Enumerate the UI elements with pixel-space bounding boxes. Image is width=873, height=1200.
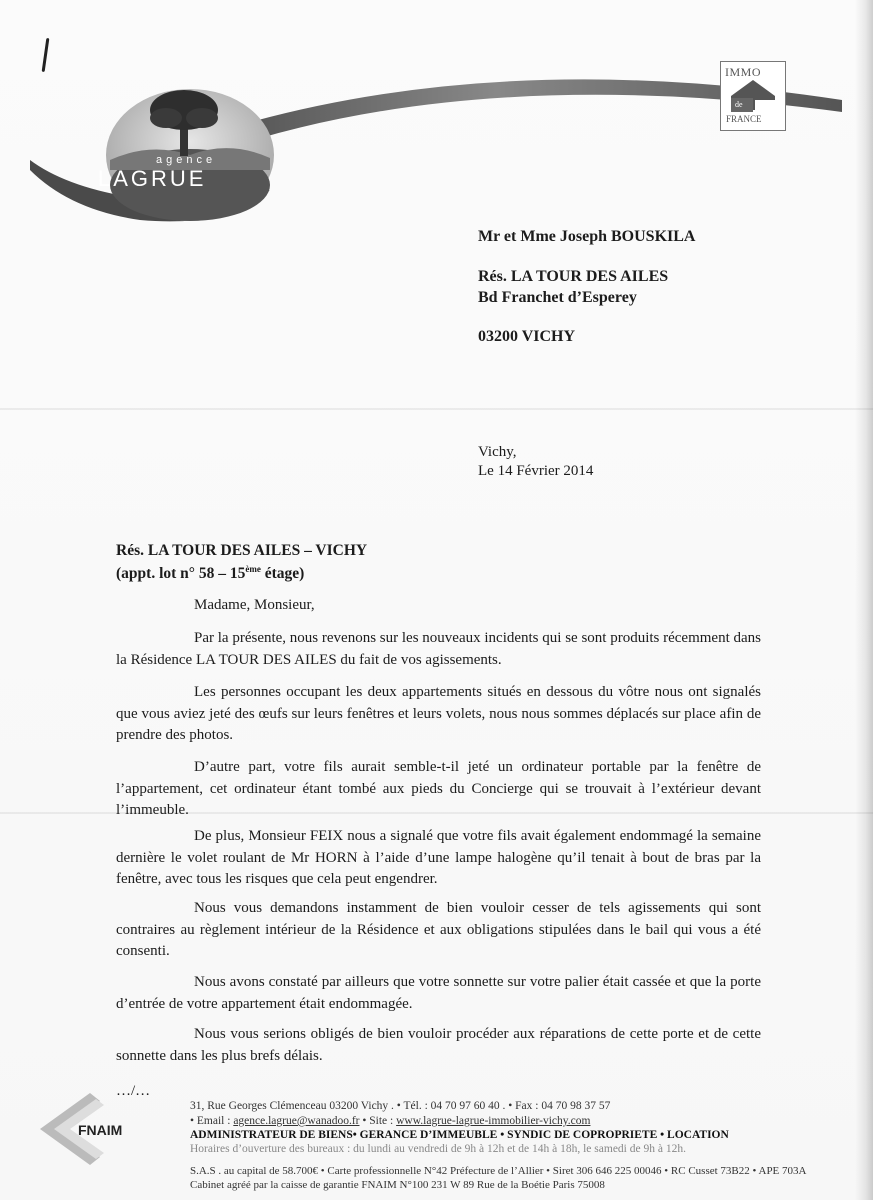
salutation: Madame, Monsieur, (194, 597, 315, 613)
immo-logo-top-text: IMMO (725, 65, 762, 79)
body-paragraph (116, 628, 761, 671)
paragraph-text: Les personnes occupant les deux appartements situés en dessous du vôtre nous ont signalés que vous aviez jeté des œufs sur leurs fenêtres et leurs volets, nous nous sommes déplacés sur place afin de prendre des photos. (116, 684, 761, 743)
recipient-street: Bd Franchet d’Esperey (478, 289, 637, 306)
recipient-name: Mr et Mme Joseph BOUSKILA (478, 228, 696, 245)
subject-line-2-sup: ème (245, 564, 261, 574)
body-paragraph (116, 757, 761, 822)
immo-logo-bottom-text: FRANCE (726, 114, 762, 124)
footer-site-label: • Site : (359, 1115, 397, 1127)
paragraph-text: Par la présente, nous revenons sur les nouveaux incidents qui se sont produits récemment dans la Résidence LA TOUR DES AILES du fait de vos agissements. (116, 630, 761, 668)
fold-line (0, 408, 873, 410)
paragraph-text: Nous vous demandons instamment de bien vouloir cesser de tels agissements qui sont contraires au règlement intérieur de la Résidence et aux obligations stipulées dans le bail qui vous a été consenti. (116, 900, 761, 959)
page-edge-shadow (855, 0, 873, 1200)
recipient-city: 03200 VICHY (478, 328, 576, 345)
fnaim-label: FNAIM (78, 1122, 123, 1138)
body-paragraph (116, 1024, 761, 1067)
body-paragraph (116, 972, 761, 1015)
footer-legal: S.A.S . au capital de 58.700€ • Carte professionnelle N°42 Préfecture de l’Allier • Siret 306 646 225 00046 • RC Cusset 73B22 • APE 703A (190, 1165, 807, 1177)
immo-de-france-logo (720, 61, 786, 131)
paragraph-text: Nous vous serions obligés de bien vouloir procéder aux réparations de cette porte et de cette sonnette dans les plus brefs délais. (116, 1026, 761, 1064)
letter-date: Le 14 Février 2014 (478, 463, 594, 479)
body-paragraph (116, 682, 761, 747)
footer-email-label: • Email : (190, 1115, 234, 1127)
footer-address: 31, Rue Georges Clémenceau 03200 Vichy . • Tél. : 04 70 97 60 40 . • Fax : 04 70 98 37 57 (190, 1100, 611, 1112)
body-paragraph (116, 898, 761, 963)
footer-contact (190, 1114, 590, 1128)
letter-place: Vichy, (478, 444, 517, 460)
footer-site-link[interactable]: www.lagrue-lagrue-immobilier-vichy.com (396, 1115, 591, 1127)
paragraph-text: Nous avons constaté par ailleurs que votre sonnette sur votre palier était cassée et que la porte d’entrée de votre appartement était endommagée. (116, 974, 761, 1012)
subject-line-1: Rés. LA TOUR DES AILES – VICHY (116, 542, 368, 559)
footer-email-link[interactable]: agence.lagrue@wanadoo.fr (233, 1115, 360, 1127)
logo-lagrue-text: LAGRUE (98, 166, 207, 191)
immo-logo-de-text: de (735, 100, 743, 109)
footer-services: ADMINISTRATEUR DE BIENS• GERANCE D’IMMEUBLE • SYNDIC DE COPROPRIETE • LOCATION (190, 1129, 729, 1141)
subject-line-2 (116, 558, 304, 585)
body-paragraph (116, 826, 761, 891)
footer-guarantee: Cabinet agréé par la caisse de garantie FNAIM N°100 231 W 89 Rue de la Boétie Paris 75008 (190, 1179, 605, 1191)
paragraph-text: De plus, Monsieur FEIX nous a signalé que votre fils avait également endommagé la semaine dernière le volet roulant de Mr HORN à l’aide d’une lampe halogène qu’il tenait à bout de bras par la fenêtre, avec tous les risques que cela peut engendrer. (116, 828, 761, 887)
paragraph-text: D’autre part, votre fils aurait semble-t-il jeté un ordinateur portable par la fenêtre de l’appartement, cet ordinateur étant tombé aux pieds du Concierge qui se trouvait à l’extérieur devant l’immeuble. (116, 759, 761, 818)
continuation-mark: …/… (116, 1083, 151, 1099)
subject-line-2-post: étage) (260, 565, 305, 583)
subject-line-2-pre: (appt. lot n° 58 – 15 (116, 565, 246, 583)
logo-agence-text: agence (156, 154, 217, 166)
recipient-residence: Rés. LA TOUR DES AILES (478, 268, 669, 285)
footer-hours: Horaires d’ouverture des bureaux : du lundi au vendredi de 9h à 12h et de 14h à 18h, le samedi de 9h à 12h. (190, 1143, 686, 1155)
